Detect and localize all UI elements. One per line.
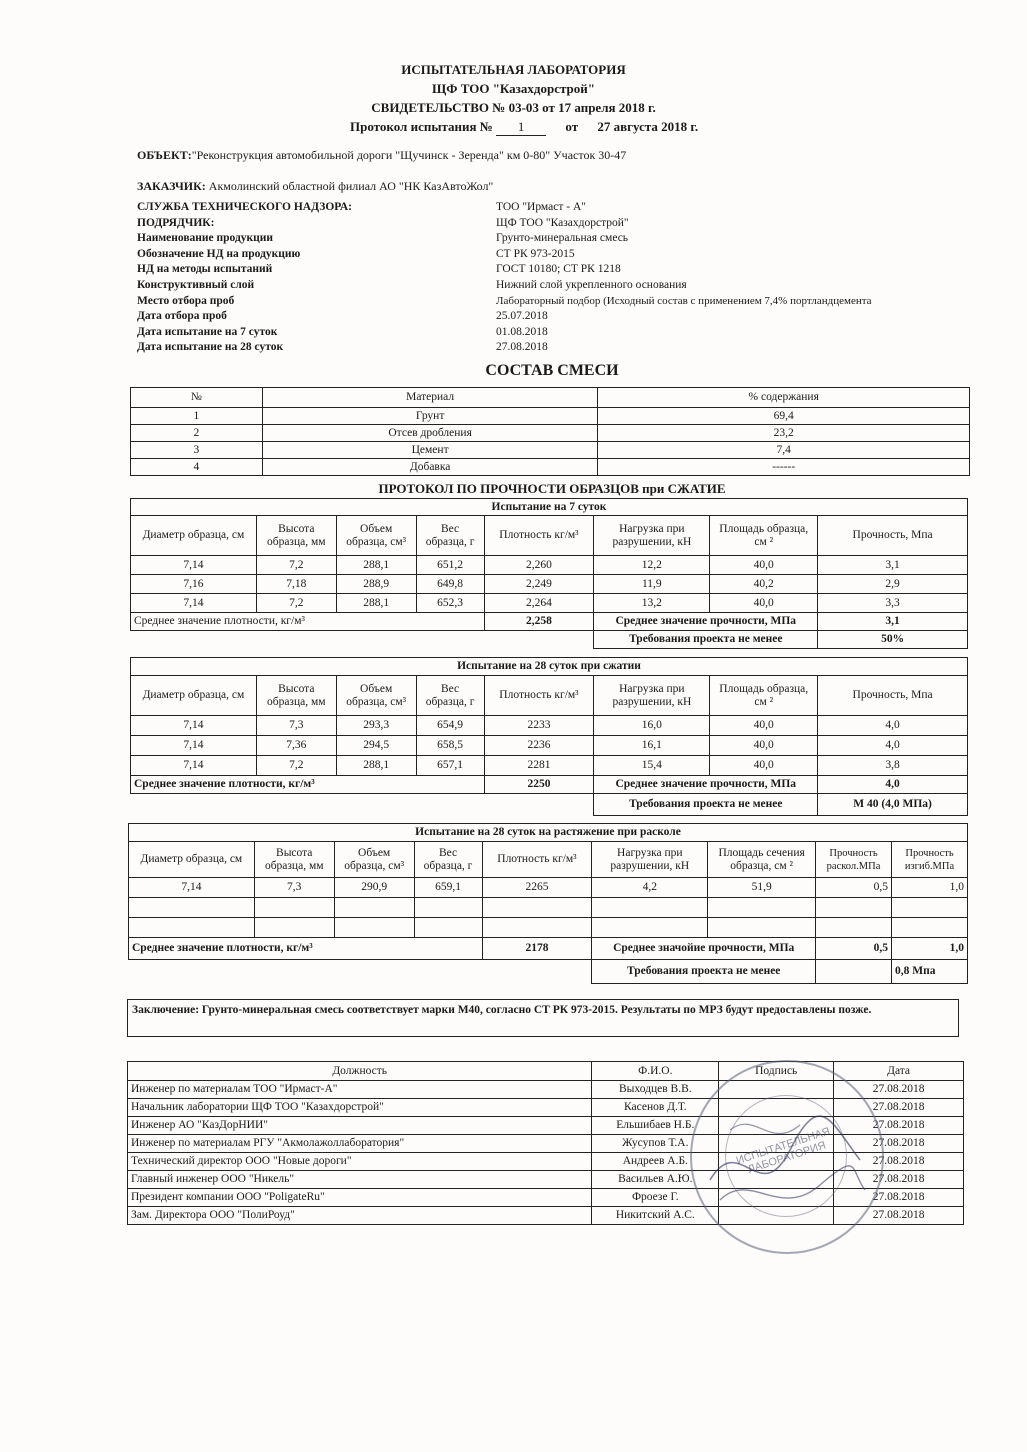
- cell: 2233: [484, 716, 594, 736]
- cell: 651,2: [416, 556, 484, 575]
- sig-date: 27.08.2018: [834, 1099, 964, 1117]
- conclusion: Заключение: Грунто-минеральная смесь соответствует марки М40, согласно СТ РК 973-2015. Результаты по МРЗ будут предоставлены позже.: [127, 999, 959, 1037]
- info-value: ГОСТ 10180; СТ РК 1218: [496, 263, 621, 276]
- avg-strength-label: Среднее значойие прочности, МПа: [592, 938, 816, 960]
- col-weight: Вес образца, г: [416, 676, 484, 716]
- mix-cell: Добавка: [262, 459, 598, 476]
- cell: 11,9: [594, 575, 710, 594]
- protocol-number: 1: [496, 119, 546, 136]
- test-7day-table: [130, 498, 968, 649]
- col-load: Нагрузка при разрушении, кН: [594, 516, 710, 556]
- avg-density-value: 2,258: [484, 613, 594, 631]
- info-labels: [137, 200, 487, 356]
- handwritten-signature: [700, 1090, 870, 1230]
- cell: 290,9: [334, 878, 414, 898]
- mix-cell: 2: [131, 425, 263, 442]
- protocol-line: [350, 119, 698, 136]
- sig-header-position: Должность: [128, 1062, 592, 1081]
- mix-cell: 1: [131, 408, 263, 425]
- cell: 4,2: [592, 878, 708, 898]
- cell: 2281: [484, 756, 594, 776]
- requirement-label: Требования проекта не менее: [594, 631, 818, 649]
- sig-date: 27.08.2018: [834, 1117, 964, 1135]
- requirement-value: 50%: [818, 631, 968, 649]
- mix-cell: 4: [131, 459, 263, 476]
- table-row: [131, 594, 968, 613]
- avg-strength-label: Среднее значение прочности, МПа: [594, 613, 818, 631]
- mix-table: [130, 387, 970, 476]
- avg-bend-value: 1,0: [892, 938, 968, 960]
- table-row: [131, 556, 968, 575]
- customer-value: Акмолинский областной филиал АО "НК КазАвтоЖол": [208, 179, 494, 193]
- sig-name: Фроезе Г.: [592, 1189, 719, 1207]
- col-area: Площадь образца, см ²: [710, 516, 818, 556]
- cell: 40,0: [710, 756, 818, 776]
- sig-position: Инженер по материалам ТОО "Ирмаст-А": [128, 1081, 592, 1099]
- table-row: [129, 898, 968, 918]
- blank-cell: [129, 960, 592, 984]
- sig-date: 27.08.2018: [834, 1171, 964, 1189]
- cell: 288,9: [336, 575, 416, 594]
- info-value: ТОО "Ирмаст - А": [496, 201, 586, 213]
- table-row: [131, 459, 970, 476]
- info-value: 01.08.2018: [496, 325, 548, 338]
- avg-density-label: Среднее значение плотности, кг/м³: [131, 776, 485, 794]
- mix-cell: Грунт: [262, 408, 598, 425]
- cell: 1,0: [892, 878, 968, 898]
- info-label: НД на методы испытаний: [137, 263, 273, 276]
- sig-position: Технический директор ООО "Новые дороги": [128, 1153, 592, 1171]
- col-diameter: Диаметр образца, см: [129, 842, 255, 878]
- cell: 7,2: [256, 756, 336, 776]
- cell: 3,1: [818, 556, 968, 575]
- sig-position: Президент компании ООО "PoligateRu": [128, 1189, 592, 1207]
- avg-density-label: Среднее значение плотности, кг/м³: [131, 613, 485, 631]
- col-height: Высота образца, мм: [256, 676, 336, 716]
- requirement-label: Требования проекта не менее: [592, 960, 816, 984]
- cell: 2,249: [484, 575, 594, 594]
- info-label: Дата отбора проб: [137, 310, 227, 323]
- cell: 293,3: [336, 716, 416, 736]
- test-28day-title: Испытание на 28 суток при сжатии: [131, 658, 968, 676]
- col-load: Нагрузка при разрушении, кН: [594, 676, 710, 716]
- col-height: Высота образца, мм: [256, 516, 336, 556]
- cell: 658,5: [416, 736, 484, 756]
- protocol-date: 27 августа 2018 г.: [597, 119, 699, 134]
- cell: 4,0: [818, 736, 968, 756]
- info-label: Обозначение НД на продукцию: [137, 247, 301, 260]
- avg-density-value: 2250: [484, 776, 594, 794]
- stamp-text: ИСПЫТАТЕЛЬНАЯ ЛАБОРАТОРИЯ: [734, 1125, 832, 1176]
- cell: 7,2: [256, 556, 336, 575]
- test-7day-title: Испытание на 7 суток: [131, 499, 968, 516]
- blank-cell: [131, 794, 594, 816]
- sig-header-name: Ф.И.О.: [592, 1062, 719, 1081]
- sig-name: Никитский А.С.: [592, 1207, 719, 1225]
- info-label: ПОДРЯДЧИК:: [137, 216, 215, 229]
- protocol-from-label: от: [565, 119, 579, 134]
- info-label: Конструктивный слой: [137, 278, 255, 291]
- cell: 3,3: [818, 594, 968, 613]
- cell: 16,0: [594, 716, 710, 736]
- customer-line: [137, 179, 493, 194]
- sig-name: Жусупов Т.А.: [592, 1135, 719, 1153]
- customer-label: ЗАКАЗЧИК:: [137, 179, 206, 193]
- cell: 7,14: [131, 716, 257, 736]
- cell: 657,1: [416, 756, 484, 776]
- sig-position: Главный инженер ООО "Никель": [128, 1171, 592, 1189]
- mix-header-num: №: [131, 388, 263, 408]
- mix-header-material: Материал: [262, 388, 598, 408]
- col-diameter: Диаметр образца, см: [131, 516, 257, 556]
- col-density: Плотность кг/м³: [484, 676, 594, 716]
- sig-date: 27.08.2018: [834, 1081, 964, 1099]
- avg-density-label: Среднее значение плотности, кг/м³: [129, 938, 483, 960]
- cell: 659,1: [414, 878, 482, 898]
- table-row: [129, 878, 968, 898]
- col-density: Плотность кг/м³: [484, 516, 594, 556]
- cell: 7,14: [129, 878, 255, 898]
- col-load: Нагрузка при разрушении, кН: [592, 842, 708, 878]
- cell: 294,5: [336, 736, 416, 756]
- mix-cell: 69,4: [598, 408, 970, 425]
- mix-cell: ------: [598, 459, 970, 476]
- avg-strength-value: 4,0: [818, 776, 968, 794]
- col-strength-bend: Прочность изгиб.МПа: [892, 842, 968, 878]
- cell: 4,0: [818, 716, 968, 736]
- info-value: Грунто-минеральная смесь: [496, 232, 629, 245]
- info-label: Наименование продукции: [137, 232, 274, 245]
- col-area-section: Площадь сечения образца, см ²: [708, 842, 816, 878]
- table-row: [131, 575, 968, 594]
- cell: 649,8: [416, 575, 484, 594]
- sig-date: 27.08.2018: [834, 1189, 964, 1207]
- cell: 7,14: [131, 556, 257, 575]
- col-height: Высота образца, мм: [254, 842, 334, 878]
- test-split-title: Испытание на 28 суток на растяжение при расколе: [129, 824, 968, 842]
- info-label: Дата испытание на 7 суток: [137, 325, 278, 338]
- info-value: Нижний слой укрепленного основания: [496, 278, 687, 291]
- strength-protocol-title: ПРОТОКОЛ ПО ПРОЧНОСТИ ОБРАЗЦОВ при СЖАТИЕ: [378, 481, 726, 496]
- sig-header-signature: Подпись: [719, 1062, 834, 1081]
- lab-title: ИСПЫТАТЕЛЬНАЯ ЛАБОРАТОРИЯ: [401, 62, 626, 77]
- mix-cell: 7,4: [598, 442, 970, 459]
- protocol-label: Протокол испытания №: [350, 119, 493, 134]
- col-volume: Объем образца, см³: [336, 516, 416, 556]
- cell: 7,36: [256, 736, 336, 756]
- object-value: "Реконструкция автомобильной дороги "Щучинск - Зеренда" км 0-80" Участок 30-47: [191, 148, 627, 162]
- sig-date: 27.08.2018: [834, 1153, 964, 1171]
- cell: 2,264: [484, 594, 594, 613]
- table-row: [131, 716, 968, 736]
- requirement-label: Требования проекта не менее: [594, 794, 818, 816]
- mix-cell: Цемент: [262, 442, 598, 459]
- sig-name: Касенов Д.Т.: [592, 1099, 719, 1117]
- table-row: [129, 918, 968, 938]
- cell: 12,2: [594, 556, 710, 575]
- sig-name: Ельшибаев Н.Б.: [592, 1117, 719, 1135]
- avg-strength-label: Среднее значение прочности, МПа: [594, 776, 818, 794]
- col-volume: Объем образца, см³: [334, 842, 414, 878]
- mix-cell: 23,2: [598, 425, 970, 442]
- col-weight: Вес образца, г: [416, 516, 484, 556]
- sig-name: Васильев А.Ю.: [592, 1171, 719, 1189]
- object-label: ОБЪЕКТ:: [137, 148, 192, 162]
- sig-name: Выходцев В.В.: [592, 1081, 719, 1099]
- col-area: Площадь образца, см ²: [710, 676, 818, 716]
- cell: 2265: [482, 878, 592, 898]
- cell: 40,0: [710, 716, 818, 736]
- cell: 40,2: [710, 575, 818, 594]
- col-strength-split: Прочность раскол.МПа: [816, 842, 892, 878]
- table-row: [131, 756, 968, 776]
- cell: 654,9: [416, 716, 484, 736]
- avg-density-value: 2178: [482, 938, 592, 960]
- cell: 288,1: [336, 594, 416, 613]
- cell: 7,18: [256, 575, 336, 594]
- cell: 7,3: [256, 716, 336, 736]
- avg-strength-value: 3,1: [818, 613, 968, 631]
- blank-cell: [131, 631, 594, 649]
- sig-date: 27.08.2018: [834, 1207, 964, 1225]
- info-value: Лабораторный подбор (Исходный состав с применением 7,4% портландцемента: [496, 294, 872, 307]
- cell: 15,4: [594, 756, 710, 776]
- cell: 2236: [484, 736, 594, 756]
- sig-name: Андреев А.Б.: [592, 1153, 719, 1171]
- cell: 40,0: [710, 556, 818, 575]
- mix-cell: Отсев дробления: [262, 425, 598, 442]
- cell: 2,260: [484, 556, 594, 575]
- requirement-value: 0,8 Мпа: [892, 960, 968, 984]
- info-value: СТ РК 973-2015: [496, 247, 575, 260]
- sig-header-date: Дата: [834, 1062, 964, 1081]
- info-value: 25.07.2018: [496, 310, 548, 323]
- col-strength: Прочность, Мпа: [818, 516, 968, 556]
- sig-date: 27.08.2018: [834, 1135, 964, 1153]
- mix-header-percent: % содержания: [598, 388, 970, 408]
- sig-position: Инженер АО "КазДорНИИ": [128, 1117, 592, 1135]
- cell: 40,0: [710, 736, 818, 756]
- cell: 652,3: [416, 594, 484, 613]
- cell: 40,0: [710, 594, 818, 613]
- info-value: ЩФ ТОО "Казахдорстрой": [496, 216, 629, 229]
- cell: 7,14: [131, 756, 257, 776]
- object-line: [137, 148, 626, 163]
- table-row: [131, 736, 968, 756]
- cell: 7,14: [131, 594, 257, 613]
- cell: 7,16: [131, 575, 257, 594]
- table-row: [131, 408, 970, 425]
- info-label: Место отбора проб: [137, 294, 235, 307]
- certificate-line: СВИДЕТЕЛЬСТВО № 03-03 от 17 апреля 2018 г.: [371, 100, 656, 115]
- cell: 288,1: [336, 756, 416, 776]
- cell: 2,9: [818, 575, 968, 594]
- sig-position: Инженер по материалам РГУ "Акмолажоллаборатория": [128, 1135, 592, 1153]
- sig-position: Зам. Директора ООО "ПолиРоуд": [128, 1207, 592, 1225]
- cell: 16,1: [594, 736, 710, 756]
- cell: 7,2: [256, 594, 336, 613]
- info-label: СЛУЖБА ТЕХНИЧЕСКОГО НАДЗОРА:: [137, 201, 352, 213]
- col-strength: Прочность, Мпа: [818, 676, 968, 716]
- info-values: [496, 200, 956, 356]
- mix-title: СОСТАВ СМЕСИ: [485, 362, 619, 379]
- requirement-value: М 40 (4,0 МПа): [818, 794, 968, 816]
- col-density: Плотность кг/м³: [482, 842, 592, 878]
- avg-split-value: 0,5: [816, 938, 892, 960]
- info-value: 27.08.2018: [496, 341, 548, 354]
- info-label: Дата испытание на 28 суток: [137, 341, 284, 354]
- cell: 288,1: [336, 556, 416, 575]
- cell: 7,3: [254, 878, 334, 898]
- cell: 7,14: [131, 736, 257, 756]
- test-28day-table: [130, 657, 968, 816]
- org-name: ЩФ ТОО "Казахдорстрой": [432, 81, 595, 96]
- col-diameter: Диаметр образца, см: [131, 676, 257, 716]
- table-row: [131, 442, 970, 459]
- cell: 3,8: [818, 756, 968, 776]
- sig-position: Начальник лаборатории ЩФ ТОО "Казахдорстрой": [128, 1099, 592, 1117]
- col-volume: Объем образца, см³: [336, 676, 416, 716]
- table-row: [131, 425, 970, 442]
- test-28day-split-table: [128, 823, 968, 984]
- cell: 0,5: [816, 878, 892, 898]
- mix-cell: 3: [131, 442, 263, 459]
- cell: 51,9: [708, 878, 816, 898]
- cell: 13,2: [594, 594, 710, 613]
- col-weight: Вес образца, г: [414, 842, 482, 878]
